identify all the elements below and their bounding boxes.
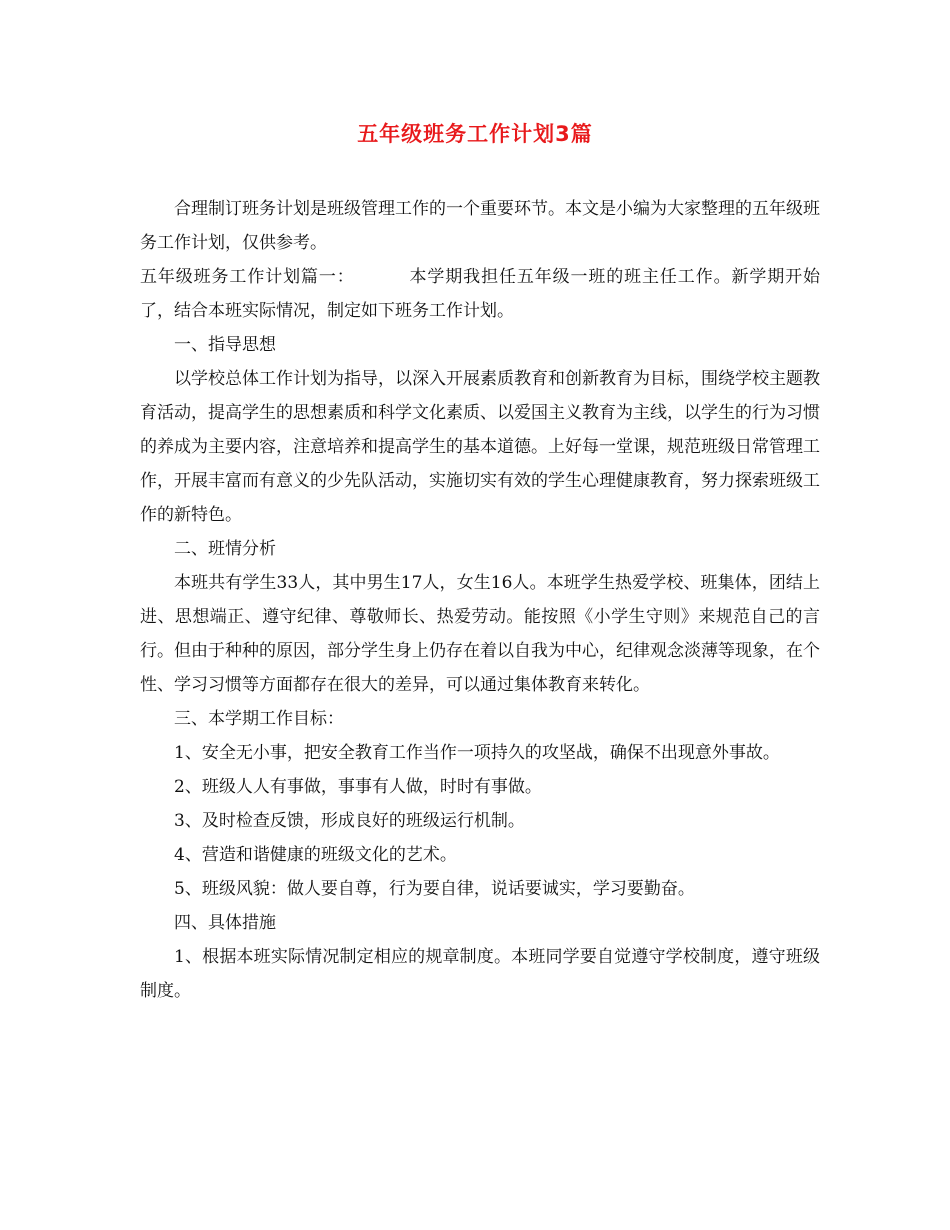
measure-item-1: 1、根据本班实际情况制定相应的规章制度。本班同学要自觉遵守学校制度，遵守班级制度。 [140, 947, 820, 1001]
plan-one-paragraph [140, 260, 820, 328]
document-title: 五年级班务工作计划3篇 [357, 122, 593, 146]
heading-semester-goals: 三、本学期工作目标： [174, 709, 344, 729]
plan-one-text: 本学期我担任五年级一班的班主任工作。新学期开始了，结合本班实际情况，制定如下班务工作计划。 [140, 267, 821, 321]
goal-item-5: 5、班级风貌：做人要自尊，行为要自律，说话要诚实，学习要勤奋。 [174, 879, 695, 899]
heading-class-analysis: 二、班情分析 [174, 539, 276, 559]
heading-measures: 四、具体措施 [174, 913, 276, 933]
heading-guiding-ideology: 一、指导思想 [174, 335, 276, 355]
document-body [140, 192, 820, 1008]
goal-item-3: 3、及时检查反馈，形成良好的班级运行机制。 [174, 811, 525, 831]
goal-item-2: 2、班级人人有事做，事事有人做，时时有事做。 [174, 777, 542, 797]
section-label: 五年级班务工作计划篇一： [140, 267, 355, 287]
guiding-ideology-paragraph: 以学校总体工作计划为指导，以深入开展素质教育和创新教育为目标，围绕学校主题教育活动，提高学生的思想素质和科学文化素质、以爱国主义教育为主线，以学生的行为习惯的养成为主要内容，注意培养和提高学生的基本道德。上好每一堂课，规范班级日常管理工作，开展丰富而有意义的少先队活动，实施切实有效的学生心理健康教育，努力探索班级工作的新特色。 [140, 369, 820, 525]
goal-item-1: 1、安全无小事，把安全教育工作当作一项持久的攻坚战，确保不出现意外事故。 [174, 743, 780, 763]
class-analysis-paragraph: 本班共有学生33人，其中男生17人，女生16人。本班学生热爱学校、班集体，团结上进、思想端正、遵守纪律、尊敬师长、热爱劳动。能按照《小学生守则》来规范自己的言行。但由于种种的原因，部分学生身上仍存在着以自我为中心，纪律观念淡薄等现象，在个性、学习习惯等方面都存在很大的差异，可以通过集体教育来转化。 [140, 573, 820, 695]
intro-paragraph: 合理制订班务计划是班级管理工作的一个重要环节。本文是小编为大家整理的五年级班务工作计划，仅供参考。 [140, 199, 820, 253]
goal-item-4: 4、营造和谐健康的班级文化的艺术。 [174, 845, 457, 865]
